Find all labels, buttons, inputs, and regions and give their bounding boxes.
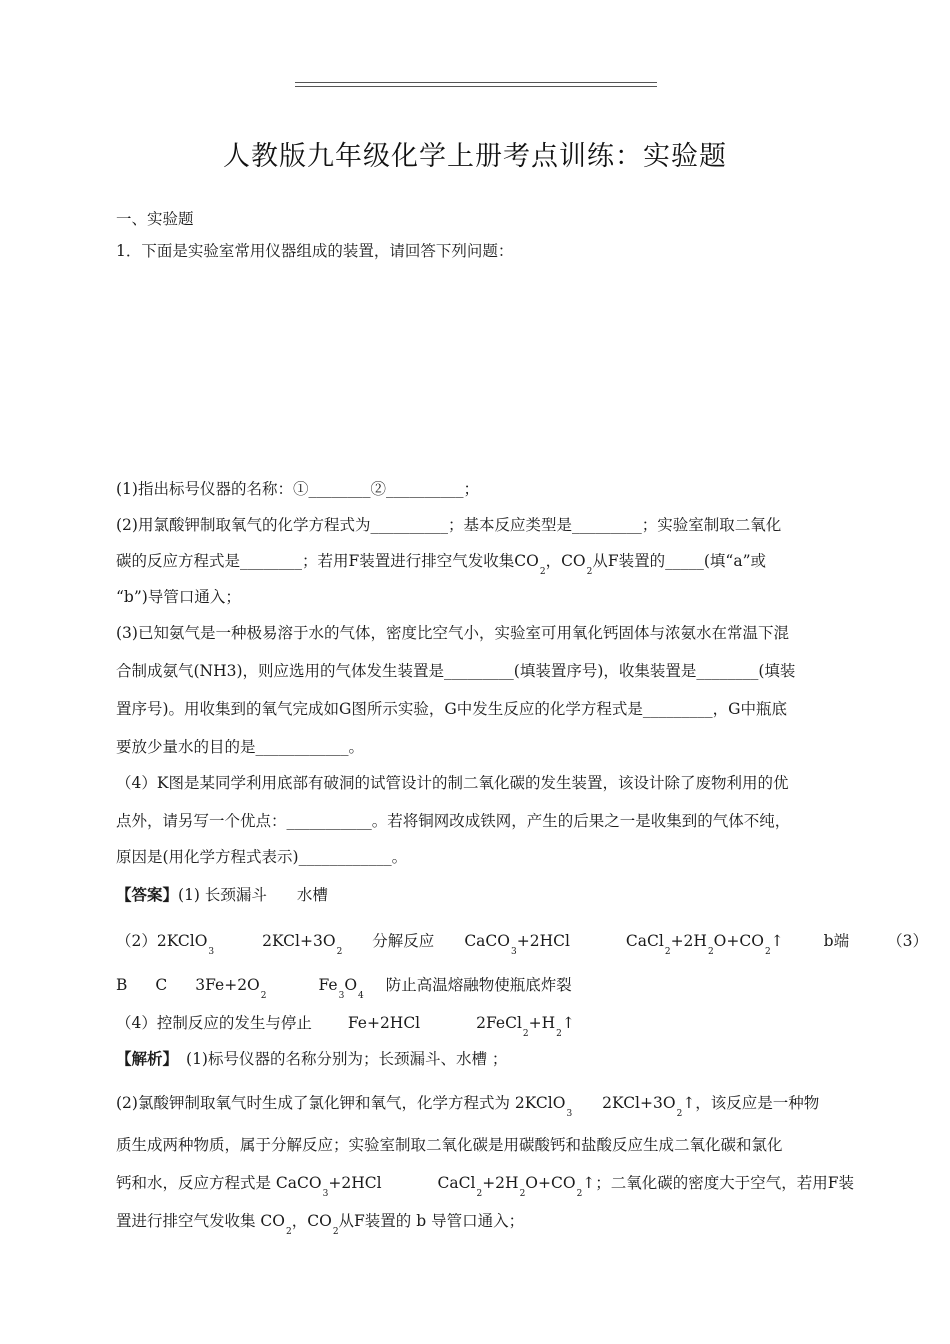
q1-part4-line2: 点外，请另写一个优点：___________。若将铜网改成铁网，产生的后果之一是收集到的气体不纯，	[116, 812, 791, 830]
q1-part2-line1: (2)用氯酸钾制取氧气的化学方程式为__________；基本反应类型是_________；实验室制取二氧化	[116, 516, 782, 534]
analysis-line4: 钙和水，反应方程式是 CaCO$_3$+2HCl $CaCl_2+2H_2O+CO_2↑$；二氧化碳的密度大于空气，若用F装	[116, 1174, 855, 1199]
apparatus-figure-area	[116, 270, 836, 465]
q1-part3-line2: 合制成氨气(NH3)，则应选用的气体发生装置是_________(填装置序号)，收集装置是________(填装	[116, 662, 796, 680]
q1-part3-line1: (3)已知氨气是一种极易溶于水的气体，密度比空气小，实验室可用氧化钙固体与浓氨水在常温下混	[116, 624, 789, 642]
analysis-line1: 【解析】 (1)标号仪器的名称分别为；长颈漏斗、水槽 ；	[116, 1049, 508, 1068]
analysis-line2: (2)氯酸钾制取氧气时生成了氯化钾和氧气，化学方程式为 $2KClO_32KCl+3O_2↑$，该反应是一种物	[116, 1094, 820, 1119]
answer-line4: （4）控制反应的发生与停止 Fe+2HCl $2FeCl_2+H_2↑$	[116, 1014, 575, 1039]
q1-part2-line3: “b”)导管口通入；	[116, 588, 241, 606]
q1-part3-line4: 要放少量水的目的是____________。	[116, 738, 365, 756]
page-title: 人教版九年级化学上册考点训练：实验题	[223, 141, 727, 172]
answer-line2: $(2)2KClO_32KCl+3O_2$分解反应 CaCO$_3$+2HCl $CaCl_2+2H_2O+CO_2↑$ b端 （3）	[116, 932, 928, 957]
section-heading: 一、实验题	[116, 210, 194, 228]
header-rule	[295, 82, 657, 87]
q1-part1: (1)指出标号仪器的名称：①________②__________；	[116, 480, 479, 498]
q1-part2-line2: 碳的反应方程式是________；若用F装置进行排空气发收集$CO_2$，$CO_2$从F装置的_____(填“a”或	[116, 552, 767, 577]
q1-part3-line3: 置序号)。用收集到的氧气完成如G图所示实验，G中发生反应的化学方程式是_________，G中瓶底	[116, 700, 787, 718]
answer-line1: 【答案】(1) 长颈漏斗 水槽	[116, 885, 328, 904]
analysis-line3: 质生成两种物质，属于分解反应；实验室制取二氧化碳是用碳酸钙和盐酸反应生成二氧化碳和氯化	[116, 1136, 783, 1154]
q1-part4-line1: （4）K图是某同学利用底部有破洞的试管设计的制二氧化碳的发生装置，该设计除了废物利用的优	[116, 774, 789, 792]
analysis-line5: 置进行排空气发收集 $CO_2$，$CO_2$从F装置的 b 导管口通入；	[116, 1212, 525, 1237]
q1-part4-line3: 原因是(用化学方程式表示)____________。	[116, 848, 408, 866]
answer-line3: B C $3Fe+2O_2Fe_3O_4$防止高温熔融物使瓶底炸裂	[116, 976, 572, 1001]
question-1-stem: 1．下面是实验室常用仪器组成的装置，请回答下列问题：	[116, 242, 514, 260]
